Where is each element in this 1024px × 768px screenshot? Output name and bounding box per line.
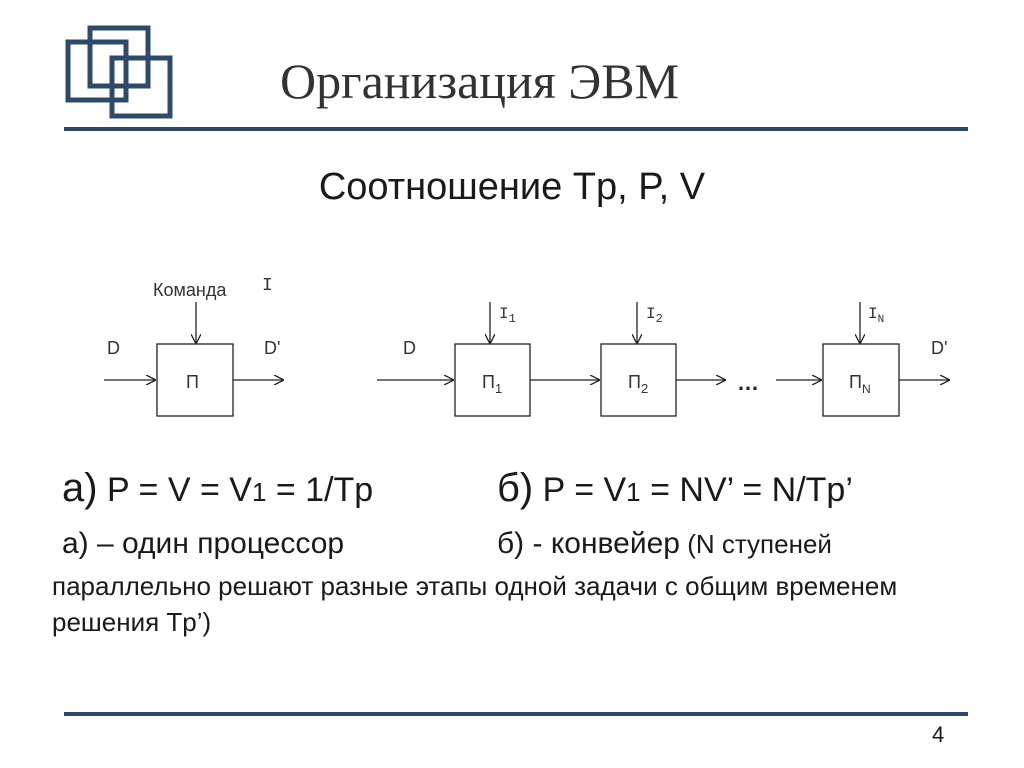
footer-divider xyxy=(64,712,968,716)
processor-label: П xyxy=(186,372,199,392)
formula-b-part2: = NV’ = N/Tp’ xyxy=(640,471,853,509)
stage-2-instruction: $I_2$ xyxy=(646,305,663,326)
pipeline-stage-n xyxy=(823,302,899,416)
formula-b-sub: 1 xyxy=(626,477,641,507)
pipeline-output-label: D' xyxy=(931,338,948,358)
formula-a-sub: 1 xyxy=(251,477,267,507)
pipeline-stage-1 xyxy=(455,302,530,416)
slide-subtitle: Соотношение Tp, P, V xyxy=(318,166,706,208)
overlapping-squares-logo-icon xyxy=(64,24,176,124)
page-number: 4 xyxy=(932,722,945,747)
description-b-continuation: параллельно решают разные этапы одной задачи с общим временем решения Tp’) xyxy=(52,571,898,637)
processor-diagrams xyxy=(0,260,1024,460)
header-divider xyxy=(64,127,968,131)
page-title: Организация ЭВМ xyxy=(280,53,680,109)
stage-n-instruction: $I_N$ xyxy=(868,305,885,326)
formula-b-tag: б) xyxy=(497,466,534,510)
diagram-single-processor xyxy=(104,276,284,416)
description-b-note: (N ступеней xyxy=(679,529,832,559)
formula-a-part2: = 1/Tp xyxy=(266,471,374,509)
output-label: D' xyxy=(264,338,281,358)
pipeline-input-label: D xyxy=(403,338,416,358)
formula-b xyxy=(497,466,853,511)
formula-a-tag: а) xyxy=(62,466,98,510)
stage-2-label: $П_2$ xyxy=(628,372,649,396)
description-b xyxy=(497,527,832,561)
stage-n-label: $П_N$ xyxy=(849,372,871,396)
stage-1-instruction: $I_1$ xyxy=(499,305,516,326)
input-label: D xyxy=(107,338,120,358)
formula-a-part1: P = V = V xyxy=(97,471,252,509)
pipeline-stage-2 xyxy=(601,302,676,416)
description-a: а) – один процессор xyxy=(62,527,345,560)
pipeline-ellipsis: … xyxy=(737,370,759,395)
diagram-pipeline xyxy=(377,302,950,416)
formula-b-part1: P = V xyxy=(533,471,627,509)
instruction-label: I xyxy=(262,276,273,296)
description-b-main: б) - конвейер xyxy=(497,527,680,560)
command-label: Команда xyxy=(153,280,227,300)
stage-1-label: $П_1$ xyxy=(482,372,503,396)
formula-a xyxy=(62,466,373,511)
